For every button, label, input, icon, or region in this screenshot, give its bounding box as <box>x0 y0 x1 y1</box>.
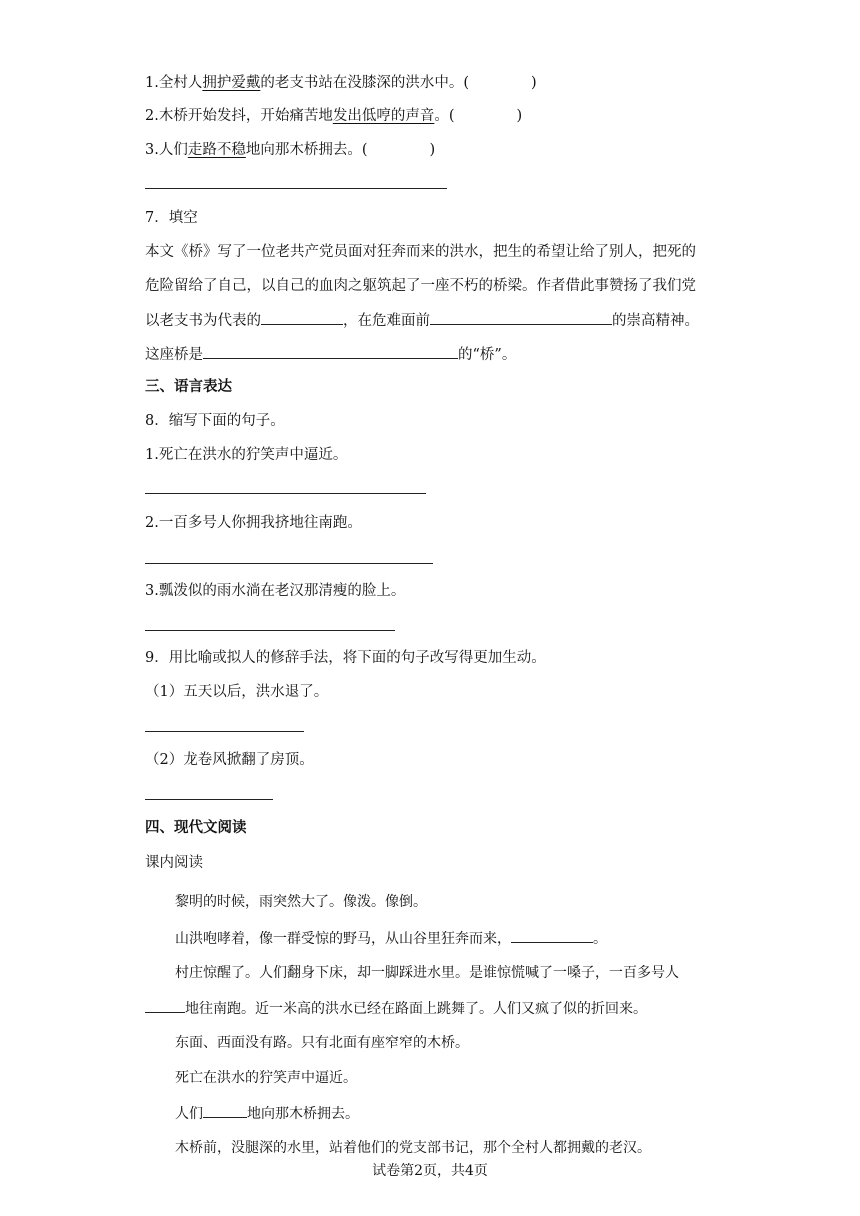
page-footer: 试卷第2页，共4页 <box>372 1163 488 1179</box>
q9-item-2: （2）龙卷风掀翻了房顶。 <box>145 752 314 768</box>
fill-blank[interactable] <box>261 310 343 325</box>
q7-para-line-4 <box>145 344 516 365</box>
q6-item-1 <box>145 73 537 93</box>
section-heading: 四、现代文阅读 <box>145 819 247 836</box>
text: ，在危难面前 <box>343 313 430 329</box>
text: 这座桥是 <box>145 347 203 363</box>
passage-para: 黎明的时候，雨突然大了。像泼。像倒。 <box>175 894 427 910</box>
text: 1.全村人 <box>145 75 203 91</box>
answer-line[interactable] <box>145 731 304 732</box>
q9-title: 9．用比喻或拟人的修辞手法，将下面的句子改写得更加生动。 <box>145 650 546 666</box>
text: 人们 <box>175 1106 203 1122</box>
passage-para: 东面、西面没有路。只有北面有座窄窄的木桥。 <box>175 1035 469 1051</box>
q6-item-2 <box>145 106 522 126</box>
text: 以老支书为代表的 <box>145 313 261 329</box>
text: 。( <box>434 108 455 124</box>
q7-para-line-3 <box>145 310 699 331</box>
text: 地向那木桥拥去。( <box>245 142 368 158</box>
underlined-phrase: 拥护爱戴 <box>202 75 261 91</box>
fill-blank[interactable] <box>145 998 185 1013</box>
q6-item-3 <box>145 140 435 160</box>
fill-blank[interactable] <box>430 310 612 325</box>
passage-para <box>145 998 647 1019</box>
text: 的崇高精神。 <box>612 313 699 329</box>
text: 2.木桥开始发抖，开始痛苦地 <box>145 108 333 124</box>
text: 地往南跑。近一米高的洪水已经在路面上跳舞了。人们又疯了似的折回来。 <box>185 1001 647 1017</box>
answer-line[interactable] <box>145 630 395 631</box>
paren-close: ) <box>531 75 537 91</box>
q7-para-line-2: 危险留给了自己，以自己的血肉之躯筑起了一座不朽的桥梁。作者借此事赞扬了我们党 <box>145 278 696 294</box>
answer-line[interactable] <box>145 563 433 564</box>
passage-para: 木桥前，没腿深的水里，站着他们的党支部书记，那个全村人都拥戴的老汉。 <box>175 1140 651 1156</box>
passage-para: 村庄惊醒了。人们翻身下床，却一脚踩进水里。是谁惊慌喊了一嗓子，一百多号人 <box>175 965 679 981</box>
text: 。 <box>593 931 607 947</box>
passage-para: 死亡在洪水的狞笑声中逼近。 <box>175 1070 357 1086</box>
paren-close: ) <box>516 108 523 124</box>
reading-subtitle: 课内阅读 <box>145 855 203 871</box>
q7-title: 7．填空 <box>145 210 198 226</box>
paren-close: ) <box>429 142 436 158</box>
q8-item-2: 2.一百多号人你拥我挤地往南跑。 <box>145 515 362 531</box>
fill-blank[interactable] <box>203 344 458 359</box>
q8-item-1: 1.死亡在洪水的狞笑声中逼近。 <box>145 447 348 463</box>
passage-para <box>175 928 607 949</box>
fill-blank[interactable] <box>203 1103 247 1118</box>
text: 地向那木桥拥去。 <box>247 1106 359 1122</box>
answer-line[interactable] <box>145 493 426 494</box>
q8-item-3: 3.瓢泼似的雨水淌在老汉那清瘦的脸上。 <box>145 583 406 599</box>
text: 山洪咆哮着，像一群受惊的野马，从山谷里狂奔而来， <box>175 931 511 947</box>
underlined-phrase: 发出低哼的声音 <box>332 108 435 124</box>
text: 3.人们 <box>145 142 188 158</box>
answer-line[interactable] <box>145 188 447 189</box>
q9-item-1: （1）五天以后，洪水退了。 <box>145 684 329 700</box>
text: 的老支书站在没膝深的洪水中。( <box>260 75 469 91</box>
underlined-phrase: 走路不稳 <box>187 142 246 158</box>
q7-para-line-1: 本文《桥》写了一位老共产党员面对狂奔而来的洪水，把生的希望让给了别人，把死的 <box>145 244 696 260</box>
q8-title: 8．缩写下面的句子。 <box>145 413 285 429</box>
text: 的“桥”。 <box>458 347 517 363</box>
section-heading: 三、语言表达 <box>145 378 232 395</box>
answer-line[interactable] <box>145 799 273 800</box>
passage-para <box>175 1103 359 1124</box>
fill-blank[interactable] <box>511 928 593 943</box>
